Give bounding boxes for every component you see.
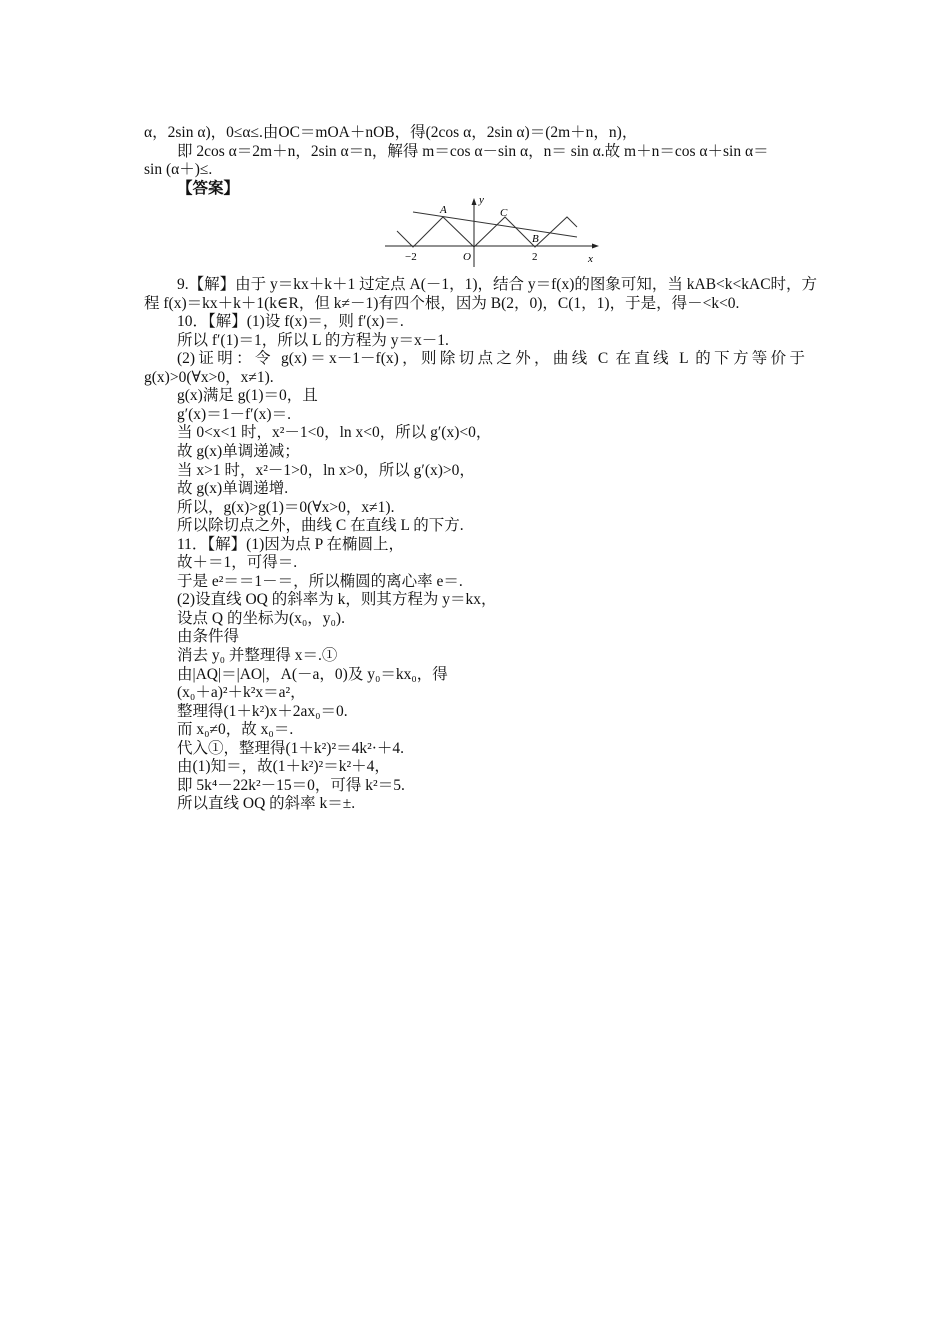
solution-line: 9.【解】由于 y＝kx＋k＋1 过定点 A(－1，1)，结合 y＝f(x)的图象可知，当 kAB<k<kAC时，方 [177,276,818,293]
solution-line: 故＋＝1，可得＝. [177,554,298,572]
solution-line: 当 x>1 时，x²－1>0，ln x>0，所以 g′(x)>0， [177,461,475,479]
text-line: α，2sin α)，0≤α≤.由OC＝mOA＋nOB，得(2cos α，2sin α)＝(2m＋n，n)， [144,124,638,141]
point-label-a: A [440,204,447,216]
y-axis-arrow [472,198,477,205]
solution-line: 故 g(x)单调递减； [177,442,300,460]
y-axis-label: y [479,195,484,206]
function-curve [397,217,577,247]
solution-line: 由(1)知＝，故(1＋k²)²＝k²＋4， [177,758,390,776]
solution-line: 即 5k⁴－22k²－15＝0，可得 k²＝5. [177,776,405,794]
solution-line: 代入①，整理得(1＋k²)²＝4k²·＋4. [177,739,405,757]
tick-label-2: 2 [532,251,538,263]
solution-line: 所以直线 OQ 的斜率 k＝±. [177,795,356,813]
function-graph [383,195,601,267]
solution-line: 11．【解】(1)因为点 P 在椭圆上， [177,535,405,553]
solution-line: 10．【解】(1)设 f(x)＝，则 f′(x)＝. [177,313,404,331]
answer-heading: 【答案】 [177,180,240,197]
solution-line: 于是 e²＝＝1－＝，所以椭圆的离心率 e＝. [177,572,463,590]
line-y-kx-k-1 [413,212,577,237]
solution-line: 故 g(x)单调递增. [177,480,289,498]
text-line: sin (α＋)≤. [144,161,213,178]
origin-label: O [463,251,471,263]
point-label-b: B [532,233,539,245]
solution-line: 而 x₀≠0，故 x₀＝. [177,721,294,739]
x-axis-label: x [588,253,593,265]
solution-line: g(x)满足 g(1)＝0，且 [177,387,318,405]
solution-line: 消去 y₀ 并整理得 x＝.① [177,647,338,664]
function-graph-figure [383,195,601,267]
solution-line: 由条件得 [177,628,240,646]
solution-line: g(x)>0(∀x>0，x≠1). [144,368,274,386]
text-line: 即 2cos α＝2m＋n，2sin α＝n，解得 m＝cos α－sin α，n＝ sin α.故 m＋n＝cos α＋sin α＝ [177,143,769,160]
solution-line: 当 0<x<1 时，x²－1<0，ln x<0，所以 g′(x)<0， [177,424,492,442]
tick-label-neg2: −2 [405,251,417,263]
solution-line: 整理得(1＋k²)x＋2ax₀＝0. [177,702,348,720]
solution-line: (x₀＋a)²＋k²x＝a²， [177,684,306,702]
solution-line: 程 f(x)＝kx＋k＋1(k∈R，但 k≠－1)有四个根，因为 B(2，0)，C(1，1)，于是，得－<k<0. [144,294,740,312]
solution-line: 由|AQ|＝|AO|，A(－a，0)及 y₀＝kx₀，得 [177,665,448,683]
solution-line: 所以，g(x)>g(1)＝0(∀x>0，x≠1). [177,498,395,516]
solution-line: 所以 f′(1)＝1，所以 L 的方程为 y＝x－1. [177,331,449,349]
solution-line: (2)证明：令 g(x)＝x－1－f(x)，则除切点之外，曲线 C 在直线 L 的下方等价于 [177,350,805,368]
solution-line: 所以除切点之外，曲线 C 在直线 L 的下方. [177,517,464,535]
solution-line: g′(x)＝1－f′(x)＝. [177,405,291,423]
point-label-c: C [500,207,508,219]
solution-line: 设点 Q 的坐标为(x₀，y₀). [177,609,345,627]
solution-line: (2)设直线 OQ 的斜率为 k，则其方程为 y＝kx， [177,591,497,609]
x-axis-arrow [592,244,599,249]
